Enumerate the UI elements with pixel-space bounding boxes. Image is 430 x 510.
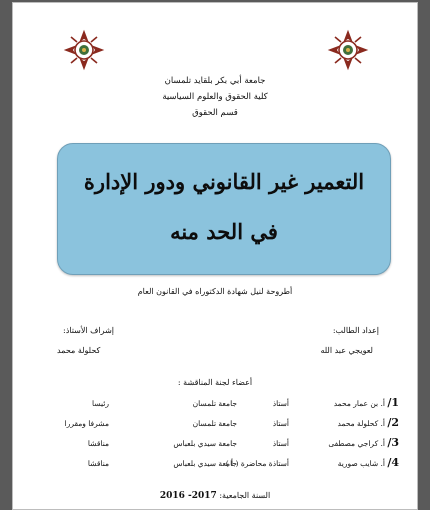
- prepared-by-label: إعداد الطالب:: [332, 326, 379, 335]
- jury-member-university: جامعة تلمسان: [192, 399, 237, 408]
- thesis-title-line-1: التعمير غير القانوني ودور الإدارة: [83, 169, 365, 194]
- jury-member-row: [29, 395, 399, 415]
- jury-member-row: [29, 415, 399, 435]
- jury-member-name: أ. شايب صورية: [337, 459, 385, 468]
- jury-member-university: جامعة سيدي بلعباس: [173, 439, 237, 448]
- supervisor-label: إشراف الأستاذ:: [63, 326, 114, 335]
- thesis-cover-page: [12, 2, 418, 510]
- jury-member-row: [29, 455, 399, 475]
- jury-member-rank: أستاذة محاضرة ( أ ): [225, 459, 289, 468]
- jury-member-university: جامعة سيدي بلعباس: [173, 459, 237, 468]
- department-name: قسم الحقوق: [192, 108, 238, 118]
- jury-member-name: أ. كراجي مصطفى: [328, 439, 385, 448]
- jury-member-role: رئيسا: [92, 399, 109, 408]
- jury-list: [29, 395, 399, 475]
- jury-title: أعضاء لجنة المناقشة :: [177, 378, 253, 387]
- university-emblem-icon: [63, 29, 105, 71]
- jury-member-role: مناقشا: [87, 459, 109, 468]
- institution-header: [13, 73, 417, 121]
- academic-year-label: السنة الجامعية:: [219, 491, 271, 500]
- thesis-title-line-2: في الحد منه: [170, 219, 278, 244]
- jury-member-role: مشرفا ومقررا: [64, 419, 109, 428]
- jury-member-university: جامعة تلمسان: [192, 419, 237, 428]
- thesis-title-box: [57, 143, 391, 275]
- jury-member-number: 1/: [387, 396, 399, 409]
- jury-member-role: مناقشا: [87, 439, 109, 448]
- university-emblem-icon: [327, 29, 369, 71]
- academic-year-value: 2016 -2017: [159, 491, 217, 501]
- jury-member-name: أ. كحلولة محمد: [337, 419, 385, 428]
- thesis-subtitle: أطروحة لنيل شهادة الدكتوراه في القانون العام: [137, 287, 293, 296]
- jury-member-rank: أستاذ: [272, 399, 289, 408]
- jury-member-row: [29, 435, 399, 455]
- faculty-name: كلية الحقوق والعلوم السياسية: [162, 92, 268, 102]
- jury-member-rank: أستاذ: [272, 419, 289, 428]
- university-name: جامعة أبي بكر بلقايد تلمسان: [164, 76, 266, 86]
- supervisor-name: كحلولة محمد: [57, 346, 101, 355]
- student-name: لعويجي عبد الله: [320, 346, 373, 355]
- jury-member-number: 2/: [387, 416, 399, 429]
- jury-member-rank: أستاذ: [272, 439, 289, 448]
- jury-member-number: 4/: [387, 456, 399, 469]
- jury-member-name: أ. بن عمار محمد: [333, 399, 385, 408]
- academic-year: [13, 491, 417, 501]
- jury-member-number: 3/: [387, 436, 399, 449]
